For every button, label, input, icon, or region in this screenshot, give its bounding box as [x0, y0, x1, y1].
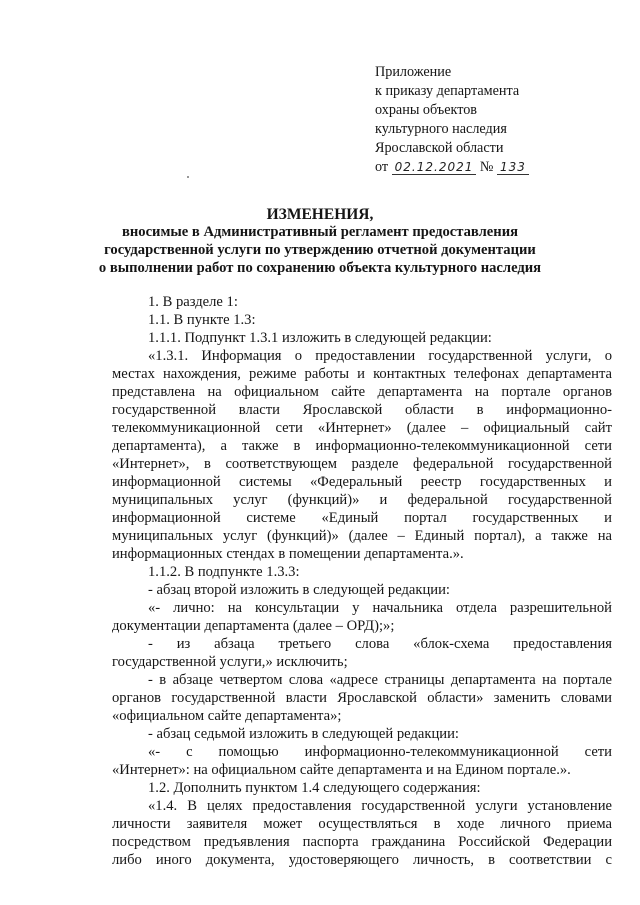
handwritten-date: 02.12.2021: [392, 160, 477, 175]
handwritten-number: 133: [497, 160, 529, 175]
body-line: муниципальных услуг (функций)» и федеральной государственной: [112, 492, 612, 508]
body-line: «1.3.1. Информация о предоставлении государственной услуги, о: [148, 348, 612, 364]
body-line: - в абзаце четвертом слова «адресе страницы департамента на портале: [148, 672, 612, 688]
body-line: государственной власти Ярославской области в информационно-: [112, 402, 612, 418]
body-line: - абзац второй изложить в следующей редакции:: [148, 582, 450, 598]
body-line: «Интернет», в соответствующем разделе федеральной государственной: [112, 456, 612, 472]
body-line: «официальном сайте департамента»;: [112, 708, 342, 724]
body-line: 1.2. Дополнить пунктом 1.4 следующего содержания:: [148, 780, 481, 796]
body-line: «Интернет»: на официальном сайте департамента и на Едином портале.».: [112, 762, 571, 778]
appendix-line: Приложение: [375, 64, 452, 80]
number-label: №: [479, 159, 494, 175]
body-line: 1.1.2. В подпункте 1.3.3:: [148, 564, 300, 580]
title-line: государственной услуги по утверждению отчетной документации: [104, 242, 536, 258]
body-line: государственной услуги,» исключить;: [112, 654, 348, 670]
body-line: либо иного документа, удостоверяющего личность, в соответствии с: [112, 852, 612, 868]
body-line: местах нахождения, режиме работы и контактных телефонах департамента: [112, 366, 612, 382]
appendix-line: к приказу департамента: [375, 83, 520, 99]
body-line: - из абзаца третьего слова «блок-схема предоставления: [148, 636, 612, 652]
body-line: информационных стендах в помещении департамента.».: [112, 546, 464, 562]
from-label: от: [375, 159, 389, 175]
body-line: телекоммуникационной сети «Интернет» (далее – официальный сайт: [112, 420, 612, 436]
body-line: муниципальных услуг (функций)» (далее – Единый портал), а также на: [112, 528, 612, 544]
body-line: представлена на официальном сайте департамента на портале органов: [112, 384, 612, 400]
body-line: «- лично: на консультации у начальника отдела разрешительной: [148, 600, 612, 616]
body-line: информационной системы «Федеральный реестр государственных и: [112, 474, 612, 490]
appendix-line: охраны объектов: [375, 102, 477, 118]
body-line: - абзац седьмой изложить в следующей редакции:: [148, 726, 459, 742]
body-line: посредством предъявления паспорта гражданина Российской Федерации: [112, 834, 612, 850]
body-line: департамента), а также в информационно-телекоммуникационной сети: [112, 438, 612, 454]
body-line: информационной системе «Единый портал государственных и: [112, 510, 612, 526]
title-line: вносимые в Административный регламент предоставления: [121, 224, 518, 240]
body-line: органов государственной власти Ярославской области» заменить словами: [112, 690, 612, 706]
appendix-line: культурного наследия: [375, 121, 507, 137]
appendix-date-line: [375, 159, 529, 176]
body-line: «- с помощью информационно-телекоммуникационной сети: [148, 744, 612, 760]
title-heading: ИЗМЕНЕНИЯ,: [266, 206, 374, 223]
body-line: личности заявителя может осуществляться в ходе личного приема: [112, 816, 612, 832]
body-line: 1.1.1. Подпункт 1.3.1 изложить в следующей редакции:: [148, 330, 492, 346]
body-line: документации департамента (далее – ОРД);»;: [112, 618, 395, 634]
body-line: 1.1. В пункте 1.3:: [148, 312, 256, 328]
title-line: о выполнении работ по сохранению объекта культурного наследия: [98, 260, 542, 276]
body-line: «1.4. В целях предоставления государственной услуги установление: [148, 798, 612, 814]
appendix-line: Ярославской области: [375, 140, 504, 156]
scan-speck: [187, 176, 189, 178]
body-line: 1. В разделе 1:: [148, 294, 238, 310]
